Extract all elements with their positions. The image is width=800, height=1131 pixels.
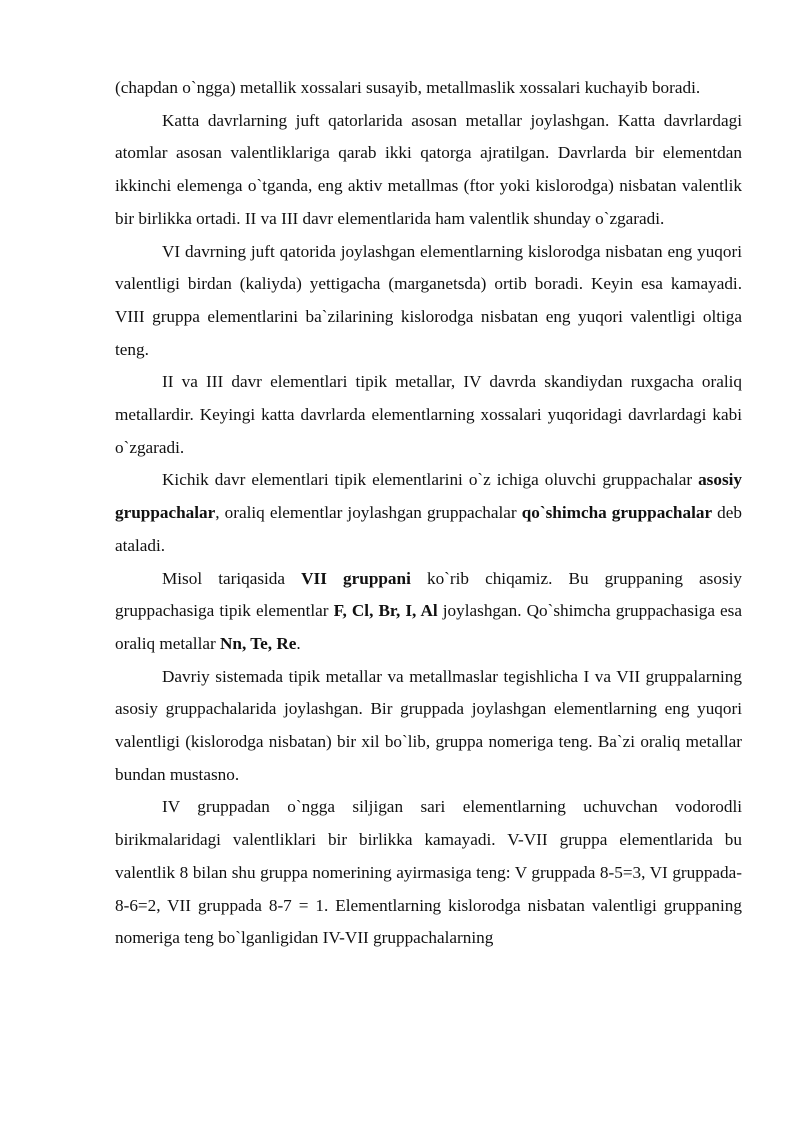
text-segment: Katta davrlarning juft qatorlarida asosan metallar joylashgan. Katta davrlardagi atomlar asosan valentliklariga qarab ikki qatorga ajratilgan. Davrlarda bir elementdan ikkinchi elemenga o`tganda, eng aktiv metallmas (ftor yoki kislorodga) nisbatan valentlik bir birlikka ortadi. II va III davr elementlarida ham valentlik shunday o`zgaradi. bbox=[115, 110, 742, 228]
bold-term: VII gruppani bbox=[301, 568, 411, 588]
text-segment: (chapdan o`ngga) metallik xossalari susayib, metallmaslik xossalari kuchayib boradi. bbox=[115, 78, 701, 97]
paragraph bbox=[115, 791, 742, 955]
text-segment: IV gruppadan o`ngga siljigan sari elementlarning uchuvchan vodorodli birikmalaridagi valentliklari bir birlikka kamayadi. V-VII gruppa elementlarida bu valentlik 8 bilan shu gruppa nomerining ayirmasiga teng: V gruppada 8-5=3, VI gruppada- 8-6=2, VII gruppada 8-7 = 1. Elementlarning kislorodga nisbatan valentligi gruppaning nomeriga teng bo`lganligidan IV-VII gruppachalarning bbox=[115, 797, 742, 948]
text-segment: Davriy sistemada tipik metallar va metallmaslar tegishlicha I va VII gruppalarning asosiy gruppachalarida joylashgan. Bir gruppada joylashgan elementlarning eng yuqori valentligi (kislorodga nisbatan) bir xil bo`lib, gruppa nomeriga teng. Ba`zi oraliq metallar bundan mustasno. bbox=[115, 666, 742, 784]
bold-term: asosiy gruppachalar bbox=[115, 470, 742, 523]
bold-term: qo`shimcha gruppachalar bbox=[521, 503, 713, 523]
paragraph bbox=[115, 464, 742, 562]
paragraph bbox=[115, 105, 742, 236]
paragraph bbox=[115, 236, 742, 367]
text-segment: Misol tariqasida bbox=[162, 568, 302, 588]
text-segment: joylashgan. Qo`shimcha gruppachasiga esa oraliq metallar bbox=[115, 601, 742, 653]
paragraph bbox=[115, 72, 742, 105]
text-segment: VI davrning juft qatorida joylashgan elementlarning kislorodga nisbatan eng yuqori valentligi birdan (kaliyda) yettigacha (marganetsda) ortib boradi. Keyin esa kamayadi. VIII gruppa elementlarini ba`zilarining kislorodga nisbatan eng yuqori valentligi oltiga teng. bbox=[115, 241, 742, 359]
text-segment: II va III davr elementlari tipik metallar, IV davrda skandiydan ruxgacha oraliq metallardir. Keyingi katta davrlarda elementlarning xossalari yuqoridagi davrlardagi kabi o`zgaradi. bbox=[115, 372, 742, 457]
paragraph bbox=[115, 366, 742, 464]
text-segment: , oraliq elementlar joylashgan gruppachalar bbox=[215, 503, 522, 523]
paragraph bbox=[115, 563, 742, 661]
bold-term: Nn, Te, Re bbox=[220, 633, 297, 653]
text-segment: deb ataladi. bbox=[115, 503, 742, 555]
bold-term: F, Cl, Br, I, Al bbox=[333, 601, 438, 621]
text-segment: Kichik davr elementlari tipik elementlarini o`z ichiga oluvchi gruppachalar bbox=[162, 470, 699, 490]
text-segment: . bbox=[296, 633, 301, 653]
paragraph bbox=[115, 661, 742, 792]
text-segment: ko`rib chiqamiz. Bu gruppaning asosiy gruppachasiga tipik elementlar bbox=[115, 568, 742, 621]
